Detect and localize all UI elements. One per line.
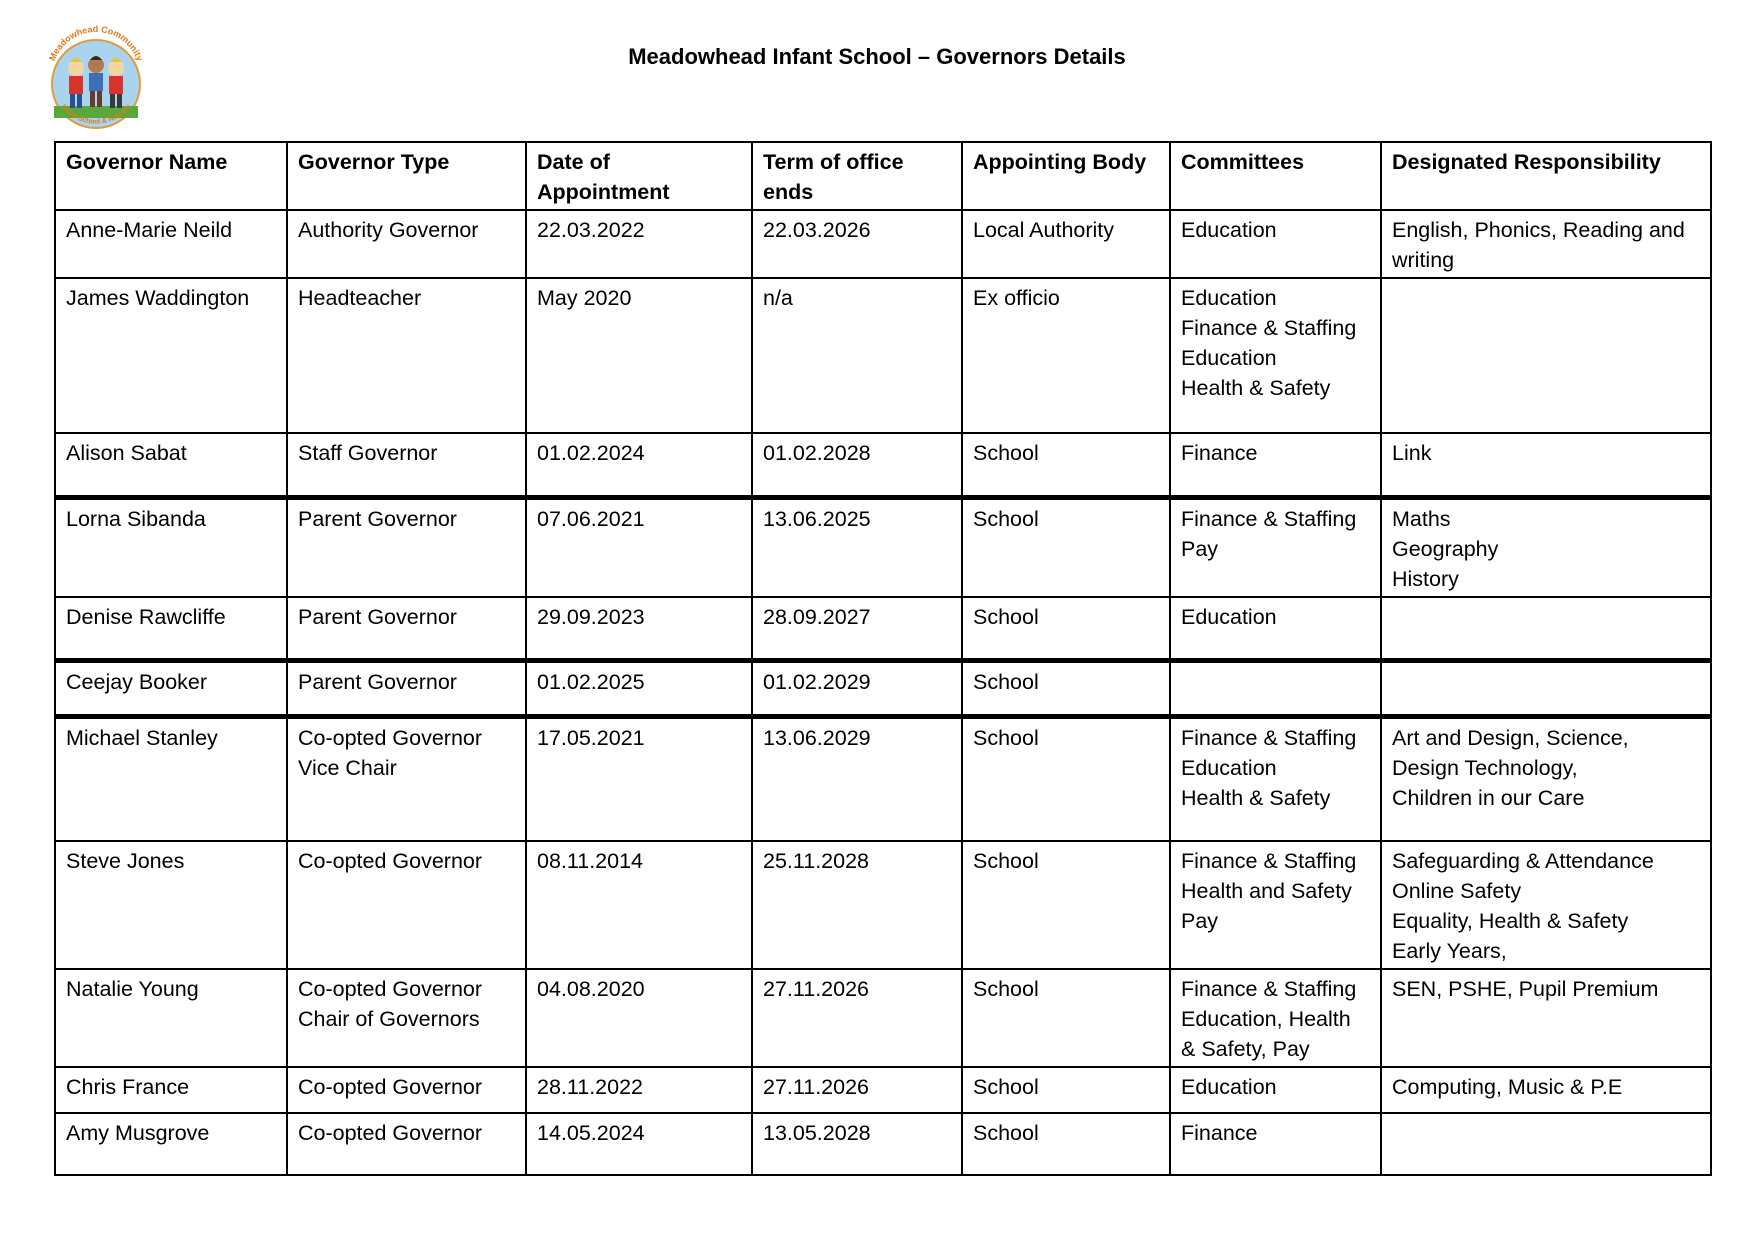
cell-responsibility: Maths Geography History xyxy=(1381,497,1711,597)
cell-committees xyxy=(1170,661,1381,717)
cell-committees: Education xyxy=(1170,1067,1381,1113)
header-date-of-appointment: Date of Appointment xyxy=(526,142,752,210)
header-designated-responsibility: Designated Responsibility xyxy=(1381,142,1711,210)
table-row xyxy=(55,661,1711,717)
table-row xyxy=(55,717,1711,841)
cell-type: Staff Governor xyxy=(287,433,526,497)
cell-name: James Waddington xyxy=(55,278,287,433)
svg-text:Meadowhead Community: Meadowhead Community xyxy=(46,23,146,63)
cell-type: Co-opted Governor Vice Chair xyxy=(287,717,526,841)
cell-type: Authority Governor xyxy=(287,210,526,278)
cell-appointed: May 2020 xyxy=(526,278,752,433)
cell-name: Denise Rawcliffe xyxy=(55,597,287,661)
cell-appointed: 01.02.2024 xyxy=(526,433,752,497)
cell-name: Michael Stanley xyxy=(55,717,287,841)
cell-committees: Finance & Staffing Pay xyxy=(1170,497,1381,597)
cell-term-ends: n/a xyxy=(752,278,962,433)
cell-body: School xyxy=(962,841,1170,969)
cell-term-ends: 25.11.2028 xyxy=(752,841,962,969)
table-row xyxy=(55,1067,1711,1113)
cell-type: Headteacher xyxy=(287,278,526,433)
cell-appointed: 07.06.2021 xyxy=(526,497,752,597)
table-row xyxy=(55,210,1711,278)
header-term-of-office-ends: Term of office ends xyxy=(752,142,962,210)
cell-type: Parent Governor xyxy=(287,497,526,597)
table-row xyxy=(55,433,1711,497)
cell-term-ends: 27.11.2026 xyxy=(752,969,962,1067)
cell-responsibility xyxy=(1381,661,1711,717)
cell-body: School xyxy=(962,497,1170,597)
cell-responsibility: Link xyxy=(1381,433,1711,497)
svg-text:Infant School & Nursery: Infant School & Nursery xyxy=(59,103,133,126)
cell-name: Amy Musgrove xyxy=(55,1113,287,1175)
cell-appointed: 08.11.2014 xyxy=(526,841,752,969)
cell-appointed: 22.03.2022 xyxy=(526,210,752,278)
cell-term-ends: 13.06.2029 xyxy=(752,717,962,841)
cell-committees: Education xyxy=(1170,597,1381,661)
cell-term-ends: 13.05.2028 xyxy=(752,1113,962,1175)
cell-responsibility: Art and Design, Science, Design Technology, Children in our Care xyxy=(1381,717,1711,841)
cell-body: School xyxy=(962,1067,1170,1113)
cell-name: Lorna Sibanda xyxy=(55,497,287,597)
cell-committees: Education Finance & Staffing Education Health & Safety xyxy=(1170,278,1381,433)
table-row xyxy=(55,597,1711,661)
table-row xyxy=(55,1113,1711,1175)
cell-responsibility xyxy=(1381,278,1711,433)
cell-appointed: 14.05.2024 xyxy=(526,1113,752,1175)
cell-term-ends: 22.03.2026 xyxy=(752,210,962,278)
cell-committees: Finance & Staffing Education Health & Safety xyxy=(1170,717,1381,841)
cell-body: School xyxy=(962,433,1170,497)
cell-type: Co-opted Governor xyxy=(287,841,526,969)
cell-appointed: 28.11.2022 xyxy=(526,1067,752,1113)
table-row xyxy=(55,969,1711,1067)
cell-appointed: 01.02.2025 xyxy=(526,661,752,717)
header-committees: Committees xyxy=(1170,142,1381,210)
cell-term-ends: 27.11.2026 xyxy=(752,1067,962,1113)
cell-body: Ex officio xyxy=(962,278,1170,433)
header-governor-type: Governor Type xyxy=(287,142,526,210)
cell-name: Anne-Marie Neild xyxy=(55,210,287,278)
cell-body: School xyxy=(962,717,1170,841)
cell-responsibility xyxy=(1381,597,1711,661)
cell-type: Co-opted Governor xyxy=(287,1113,526,1175)
cell-name: Ceejay Booker xyxy=(55,661,287,717)
cell-responsibility xyxy=(1381,1113,1711,1175)
cell-name: Natalie Young xyxy=(55,969,287,1067)
school-logo xyxy=(40,18,152,136)
cell-name: Alison Sabat xyxy=(55,433,287,497)
cell-body: Local Authority xyxy=(962,210,1170,278)
header-governor-name: Governor Name xyxy=(55,142,287,210)
header-appointing-body: Appointing Body xyxy=(962,142,1170,210)
cell-type: Co-opted Governor Chair of Governors xyxy=(287,969,526,1067)
cell-body: School xyxy=(962,1113,1170,1175)
cell-type: Co-opted Governor xyxy=(287,1067,526,1113)
cell-committees: Finance & Staffing Education, Health & Safety, Pay xyxy=(1170,969,1381,1067)
cell-responsibility: Computing, Music & P.E xyxy=(1381,1067,1711,1113)
cell-type: Parent Governor xyxy=(287,661,526,717)
cell-type: Parent Governor xyxy=(287,597,526,661)
cell-responsibility: Safeguarding & Attendance Online Safety Equality, Health & Safety Early Years, xyxy=(1381,841,1711,969)
cell-name: Steve Jones xyxy=(55,841,287,969)
table-header-row xyxy=(55,142,1711,210)
cell-committees: Education xyxy=(1170,210,1381,278)
cell-committees: Finance xyxy=(1170,433,1381,497)
table-row xyxy=(55,278,1711,433)
cell-body: School xyxy=(962,969,1170,1067)
cell-responsibility: SEN, PSHE, Pupil Premium xyxy=(1381,969,1711,1067)
cell-term-ends: 01.02.2029 xyxy=(752,661,962,717)
page-title: Meadowhead Infant School – Governors Details xyxy=(628,44,1126,69)
governors-table xyxy=(54,141,1712,1176)
cell-appointed: 17.05.2021 xyxy=(526,717,752,841)
cell-responsibility: English, Phonics, Reading and writing xyxy=(1381,210,1711,278)
cell-name: Chris France xyxy=(55,1067,287,1113)
cell-appointed: 29.09.2023 xyxy=(526,597,752,661)
cell-term-ends: 13.06.2025 xyxy=(752,497,962,597)
table-row xyxy=(55,841,1711,969)
cell-body: School xyxy=(962,597,1170,661)
cell-appointed: 04.08.2020 xyxy=(526,969,752,1067)
cell-body: School xyxy=(962,661,1170,717)
cell-committees: Finance xyxy=(1170,1113,1381,1175)
cell-term-ends: 01.02.2028 xyxy=(752,433,962,497)
table-row xyxy=(55,497,1711,597)
cell-term-ends: 28.09.2027 xyxy=(752,597,962,661)
cell-committees: Finance & Staffing Health and Safety Pay xyxy=(1170,841,1381,969)
